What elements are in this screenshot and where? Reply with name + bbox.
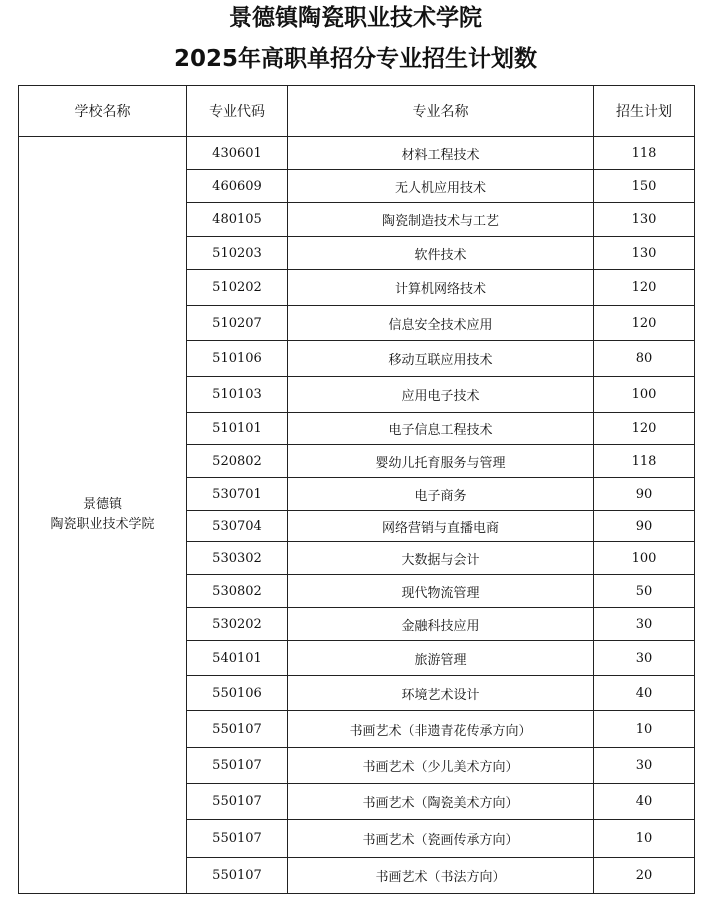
major-name-cell: 信息安全技术应用 bbox=[288, 306, 594, 341]
enrollment-plan-cell: 40 bbox=[594, 784, 695, 820]
major-code-cell: 530302 bbox=[187, 542, 288, 575]
table-row bbox=[19, 137, 695, 170]
major-name-cell: 软件技术 bbox=[288, 237, 594, 270]
major-name-cell: 大数据与会计 bbox=[288, 542, 594, 575]
major-name-cell: 电子信息工程技术 bbox=[288, 413, 594, 445]
major-code-cell: 530802 bbox=[187, 575, 288, 608]
enrollment-plan-cell: 90 bbox=[594, 478, 695, 511]
enrollment-plan-cell: 130 bbox=[594, 237, 695, 270]
major-code-cell: 430601 bbox=[187, 137, 288, 170]
major-name-cell: 书画艺术（陶瓷美术方向） bbox=[288, 784, 594, 820]
major-code-cell: 510101 bbox=[187, 413, 288, 445]
major-code-cell: 530701 bbox=[187, 478, 288, 511]
major-code-cell: 550107 bbox=[187, 748, 288, 784]
enrollment-plan-cell: 50 bbox=[594, 575, 695, 608]
header-enrollment-plan: 招生计划 bbox=[594, 86, 695, 137]
table-body bbox=[19, 137, 695, 894]
major-code-cell: 550107 bbox=[187, 711, 288, 748]
major-name-cell: 移动互联应用技术 bbox=[288, 341, 594, 377]
major-name-cell: 陶瓷制造技术与工艺 bbox=[288, 203, 594, 237]
major-code-cell: 510202 bbox=[187, 270, 288, 306]
header-major-name: 专业名称 bbox=[288, 86, 594, 137]
enrollment-plan-cell: 130 bbox=[594, 203, 695, 237]
major-name-cell: 旅游管理 bbox=[288, 641, 594, 676]
major-name-cell: 书画艺术（瓷画传承方向） bbox=[288, 820, 594, 858]
school-name-cell bbox=[19, 137, 187, 894]
school-name-line2: 陶瓷职业技术学院 bbox=[50, 517, 155, 532]
major-name-cell: 书画艺术（少儿美术方向） bbox=[288, 748, 594, 784]
table-header-row bbox=[19, 86, 695, 137]
major-code-cell: 510203 bbox=[187, 237, 288, 270]
enrollment-plan-cell: 30 bbox=[594, 641, 695, 676]
major-name-cell: 材料工程技术 bbox=[288, 137, 594, 170]
enrollment-plan-cell: 120 bbox=[594, 306, 695, 341]
enrollment-plan-cell: 10 bbox=[594, 711, 695, 748]
enrollment-plan-cell: 30 bbox=[594, 608, 695, 641]
header-major-code: 专业代码 bbox=[187, 86, 288, 137]
major-code-cell: 550107 bbox=[187, 820, 288, 858]
enrollment-plan-cell: 30 bbox=[594, 748, 695, 784]
enrollment-plan-cell: 150 bbox=[594, 170, 695, 203]
major-code-cell: 550107 bbox=[187, 784, 288, 820]
header-school-name: 学校名称 bbox=[19, 86, 187, 137]
school-name-line1: 景德镇 bbox=[82, 497, 122, 512]
major-name-cell: 电子商务 bbox=[288, 478, 594, 511]
major-name-cell: 网络营销与直播电商 bbox=[288, 511, 594, 542]
major-code-cell: 460609 bbox=[187, 170, 288, 203]
major-name-cell: 环境艺术设计 bbox=[288, 676, 594, 711]
major-code-cell: 480105 bbox=[187, 203, 288, 237]
enrollment-plan-cell: 118 bbox=[594, 445, 695, 478]
major-name-cell: 书画艺术（书法方向） bbox=[288, 858, 594, 894]
enrollment-plan-cell: 118 bbox=[594, 137, 695, 170]
major-name-cell: 书画艺术（非遗青花传承方向） bbox=[288, 711, 594, 748]
major-name-cell: 无人机应用技术 bbox=[288, 170, 594, 203]
enrollment-plan-cell: 20 bbox=[594, 858, 695, 894]
enrollment-plan-cell: 120 bbox=[594, 413, 695, 445]
major-name-cell: 计算机网络技术 bbox=[288, 270, 594, 306]
major-code-cell: 510103 bbox=[187, 377, 288, 413]
enrollment-plan-cell: 100 bbox=[594, 542, 695, 575]
enrollment-plan-cell: 40 bbox=[594, 676, 695, 711]
major-code-cell: 530704 bbox=[187, 511, 288, 542]
major-name-cell: 婴幼儿托育服务与管理 bbox=[288, 445, 594, 478]
major-code-cell: 530202 bbox=[187, 608, 288, 641]
major-code-cell: 540101 bbox=[187, 641, 288, 676]
enrollment-plan-cell: 80 bbox=[594, 341, 695, 377]
major-code-cell: 510106 bbox=[187, 341, 288, 377]
major-code-cell: 550106 bbox=[187, 676, 288, 711]
document-title-line2: 2025年高职单招分专业招生计划数 bbox=[173, 46, 537, 72]
document-title-line1: 景德镇陶瓷职业技术学院 bbox=[229, 5, 482, 31]
enrollment-plan-cell: 100 bbox=[594, 377, 695, 413]
major-code-cell: 510207 bbox=[187, 306, 288, 341]
major-name-cell: 应用电子技术 bbox=[288, 377, 594, 413]
major-code-cell: 550107 bbox=[187, 858, 288, 894]
enrollment-plan-cell: 120 bbox=[594, 270, 695, 306]
enrollment-plan-cell: 10 bbox=[594, 820, 695, 858]
enrollment-plan-cell: 90 bbox=[594, 511, 695, 542]
major-name-cell: 金融科技应用 bbox=[288, 608, 594, 641]
major-code-cell: 520802 bbox=[187, 445, 288, 478]
major-name-cell: 现代物流管理 bbox=[288, 575, 594, 608]
enrollment-plan-table bbox=[18, 85, 695, 894]
